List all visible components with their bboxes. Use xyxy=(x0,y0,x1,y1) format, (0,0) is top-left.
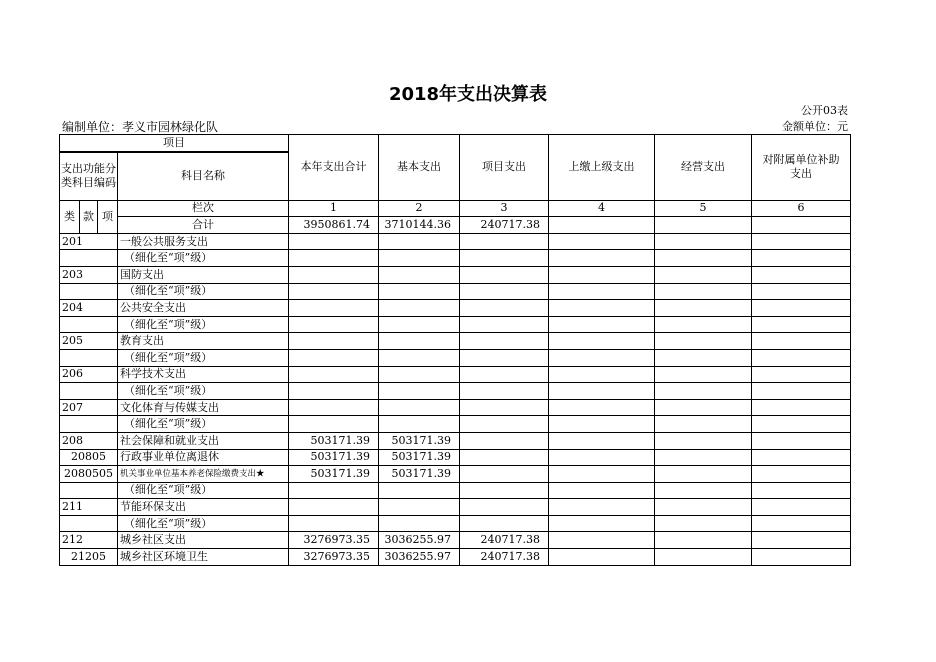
row-basic xyxy=(379,482,460,499)
col-num-1: 1 xyxy=(289,200,379,217)
row-code xyxy=(60,283,118,300)
table-row xyxy=(60,399,851,416)
row-project xyxy=(460,466,549,483)
row-subject-name: 公共安全支出 xyxy=(118,300,289,317)
row-code: 205 xyxy=(60,333,118,350)
row-empty-cell xyxy=(752,233,851,250)
row-empty-cell xyxy=(752,416,851,433)
row-code: 207 xyxy=(60,399,118,416)
table-row xyxy=(60,383,851,400)
row-total xyxy=(289,333,379,350)
row-empty-cell xyxy=(655,250,752,267)
table-row xyxy=(60,416,851,433)
row-empty-cell xyxy=(549,515,655,532)
row-empty-cell xyxy=(752,333,851,350)
row-code xyxy=(60,250,118,267)
header-total: 本年支出合计 xyxy=(289,135,379,201)
row-empty-cell xyxy=(549,416,655,433)
row-total xyxy=(289,482,379,499)
row-basic xyxy=(379,233,460,250)
row-subject-name: （细化至“项”级） xyxy=(118,250,289,267)
header-xiang: 项 xyxy=(98,200,118,233)
table-row xyxy=(60,266,851,283)
row-empty-cell xyxy=(752,366,851,383)
total-basic: 3710144.36 xyxy=(379,217,460,234)
row-empty-cell xyxy=(655,316,752,333)
row-basic xyxy=(379,515,460,532)
row-subject-name: （细化至“项”级） xyxy=(118,283,289,300)
table-row xyxy=(60,449,851,466)
row-subject-name: 科学技术支出 xyxy=(118,366,289,383)
row-empty-cell xyxy=(549,333,655,350)
row-basic xyxy=(379,499,460,516)
row-empty-cell xyxy=(549,432,655,449)
row-subject-name: （细化至“项”级） xyxy=(118,349,289,366)
row-project xyxy=(460,250,549,267)
row-project: 240717.38 xyxy=(460,532,549,549)
row-empty-cell xyxy=(655,515,752,532)
row-empty-cell xyxy=(752,283,851,300)
row-empty-cell xyxy=(655,233,752,250)
header-project: 项目 xyxy=(60,135,289,152)
row-empty-cell xyxy=(752,499,851,516)
row-empty-cell xyxy=(752,250,851,267)
row-empty-cell xyxy=(549,283,655,300)
row-basic xyxy=(379,416,460,433)
row-code: 204 xyxy=(60,300,118,317)
row-subject-name: （细化至“项”级） xyxy=(118,482,289,499)
row-project xyxy=(460,449,549,466)
row-code xyxy=(60,316,118,333)
row-code xyxy=(60,383,118,400)
row-total xyxy=(289,266,379,283)
row-project xyxy=(460,283,549,300)
row-empty-cell xyxy=(655,333,752,350)
row-empty-cell xyxy=(655,432,752,449)
row-empty-cell xyxy=(549,300,655,317)
row-project xyxy=(460,349,549,366)
page-title: 2018年支出决算表 xyxy=(388,84,548,105)
row-empty-cell xyxy=(752,466,851,483)
row-basic: 3036255.97 xyxy=(379,549,460,566)
row-total: 3276973.35 xyxy=(289,549,379,566)
row-empty-cell xyxy=(752,549,851,566)
row-project xyxy=(460,233,549,250)
row-empty-cell xyxy=(655,399,752,416)
row-code: 21205 xyxy=(60,549,118,566)
header-kuan: 款 xyxy=(80,200,98,233)
row-empty-cell xyxy=(655,366,752,383)
total-label: 合计 xyxy=(118,217,289,234)
row-total xyxy=(289,233,379,250)
organization-label: 编制单位：孝义市园林绿化队 xyxy=(62,120,219,134)
table-row xyxy=(60,499,851,516)
row-project xyxy=(460,383,549,400)
row-empty-cell xyxy=(752,399,851,416)
row-project xyxy=(460,300,549,317)
row-empty-cell xyxy=(549,250,655,267)
row-subject-name: 城乡社区支出 xyxy=(118,532,289,549)
row-empty-cell xyxy=(549,549,655,566)
row-basic: 503171.39 xyxy=(379,449,460,466)
row-code xyxy=(60,349,118,366)
table-row xyxy=(60,250,851,267)
row-code: 212 xyxy=(60,532,118,549)
row-empty-cell xyxy=(752,300,851,317)
header-basic: 基本支出 xyxy=(379,135,460,201)
row-subject-name: 文化体育与传媒支出 xyxy=(118,399,289,416)
table-row xyxy=(60,316,851,333)
row-empty-cell xyxy=(655,283,752,300)
row-project: 240717.38 xyxy=(460,549,549,566)
row-empty-cell xyxy=(752,515,851,532)
row-empty-cell xyxy=(655,482,752,499)
row-empty-cell xyxy=(549,499,655,516)
header-upper: 上缴上级支出 xyxy=(549,135,655,201)
table-row xyxy=(60,300,851,317)
row-empty-cell xyxy=(752,383,851,400)
row-code: 2080505 xyxy=(60,466,118,483)
row-subject-name: 机关事业单位基本养老保险缴费支出★ xyxy=(118,466,289,483)
row-basic: 503171.39 xyxy=(379,432,460,449)
row-subject-name: （细化至“项”级） xyxy=(118,416,289,433)
row-total xyxy=(289,383,379,400)
row-basic xyxy=(379,399,460,416)
row-basic xyxy=(379,316,460,333)
row-total: 503171.39 xyxy=(289,432,379,449)
row-code: 206 xyxy=(60,366,118,383)
row-project xyxy=(460,515,549,532)
col-num-5: 5 xyxy=(655,200,752,217)
row-total xyxy=(289,416,379,433)
row-empty-cell xyxy=(549,532,655,549)
row-code: 201 xyxy=(60,233,118,250)
col-num-2: 2 xyxy=(379,200,460,217)
table-row xyxy=(60,349,851,366)
row-empty-cell xyxy=(752,349,851,366)
row-total xyxy=(289,349,379,366)
row-subject-name: 一般公共服务支出 xyxy=(118,233,289,250)
row-basic: 3036255.97 xyxy=(379,532,460,549)
table-row xyxy=(60,283,851,300)
row-project xyxy=(460,499,549,516)
col-num-3: 3 xyxy=(460,200,549,217)
row-project xyxy=(460,333,549,350)
row-code xyxy=(60,515,118,532)
header-project-expenditure: 项目支出 xyxy=(460,135,549,201)
row-empty-cell xyxy=(655,532,752,549)
header-row-index: 栏次 xyxy=(118,200,289,217)
row-code: 203 xyxy=(60,266,118,283)
table-row xyxy=(60,366,851,383)
row-total xyxy=(289,300,379,317)
row-total xyxy=(289,366,379,383)
header-subsidy: 对附属单位补助支出 xyxy=(752,135,851,201)
row-empty-cell xyxy=(752,532,851,549)
table-row xyxy=(60,532,851,549)
row-empty-cell xyxy=(655,449,752,466)
row-empty-cell xyxy=(549,366,655,383)
row-basic xyxy=(379,333,460,350)
row-project xyxy=(460,266,549,283)
row-subject-name: 城乡社区环境卫生 xyxy=(118,549,289,566)
row-empty-cell xyxy=(549,449,655,466)
expenditure-table xyxy=(59,134,851,566)
row-empty-cell xyxy=(655,349,752,366)
row-empty-cell xyxy=(655,499,752,516)
total-total: 3950861.74 xyxy=(289,217,379,234)
row-subject-name: 国防支出 xyxy=(118,266,289,283)
row-empty-cell xyxy=(655,266,752,283)
row-basic xyxy=(379,366,460,383)
row-total xyxy=(289,515,379,532)
total-row xyxy=(60,217,851,234)
currency-unit-label: 金额单位：元 xyxy=(782,120,848,133)
header-business: 经营支出 xyxy=(655,135,752,201)
row-empty-cell xyxy=(655,300,752,317)
total-project: 240717.38 xyxy=(460,217,549,234)
row-total: 503171.39 xyxy=(289,466,379,483)
row-empty-cell xyxy=(655,416,752,433)
row-project xyxy=(460,399,549,416)
row-empty-cell xyxy=(549,349,655,366)
row-total xyxy=(289,499,379,516)
row-empty-cell xyxy=(655,383,752,400)
row-subject-name: 教育支出 xyxy=(118,333,289,350)
row-code: 208 xyxy=(60,432,118,449)
row-code xyxy=(60,482,118,499)
table-row xyxy=(60,233,851,250)
row-subject-name: 社会保障和就业支出 xyxy=(118,432,289,449)
row-total xyxy=(289,250,379,267)
table-row xyxy=(60,466,851,483)
row-total xyxy=(289,283,379,300)
table-row xyxy=(60,549,851,566)
table-row xyxy=(60,432,851,449)
row-empty-cell xyxy=(752,266,851,283)
header-subject-name: 科目名称 xyxy=(118,152,289,201)
row-empty-cell xyxy=(752,449,851,466)
row-empty-cell xyxy=(752,316,851,333)
row-basic xyxy=(379,266,460,283)
table-row xyxy=(60,515,851,532)
col-num-4: 4 xyxy=(549,200,655,217)
row-empty-cell xyxy=(752,482,851,499)
row-basic xyxy=(379,349,460,366)
row-total xyxy=(289,316,379,333)
row-subject-name: （细化至“项”级） xyxy=(118,383,289,400)
row-project xyxy=(460,482,549,499)
row-empty-cell xyxy=(549,383,655,400)
row-code: 20805 xyxy=(60,449,118,466)
row-empty-cell xyxy=(549,316,655,333)
row-code xyxy=(60,416,118,433)
row-basic xyxy=(379,383,460,400)
row-project xyxy=(460,416,549,433)
row-basic xyxy=(379,283,460,300)
row-code: 211 xyxy=(60,499,118,516)
row-empty-cell xyxy=(655,466,752,483)
row-subject-name: 节能环保支出 xyxy=(118,499,289,516)
table-row xyxy=(60,333,851,350)
row-empty-cell xyxy=(549,233,655,250)
row-empty-cell xyxy=(752,432,851,449)
row-subject-name: 行政事业单位离退休 xyxy=(118,449,289,466)
header-code-group: 支出功能分类科目编码 xyxy=(60,152,118,201)
row-basic xyxy=(379,250,460,267)
row-empty-cell xyxy=(655,549,752,566)
row-total: 503171.39 xyxy=(289,449,379,466)
row-empty-cell xyxy=(549,482,655,499)
row-project xyxy=(460,316,549,333)
table-row xyxy=(60,482,851,499)
header-lei: 类 xyxy=(60,200,80,233)
row-empty-cell xyxy=(549,266,655,283)
col-num-6: 6 xyxy=(752,200,851,217)
row-subject-name: （细化至“项”级） xyxy=(118,515,289,532)
row-total xyxy=(289,399,379,416)
form-number: 公开03表 xyxy=(801,104,848,117)
row-basic xyxy=(379,300,460,317)
row-empty-cell xyxy=(549,399,655,416)
row-total: 3276973.35 xyxy=(289,532,379,549)
row-basic: 503171.39 xyxy=(379,466,460,483)
row-subject-name: （细化至“项”级） xyxy=(118,316,289,333)
row-empty-cell xyxy=(549,466,655,483)
row-project xyxy=(460,432,549,449)
row-project xyxy=(460,366,549,383)
